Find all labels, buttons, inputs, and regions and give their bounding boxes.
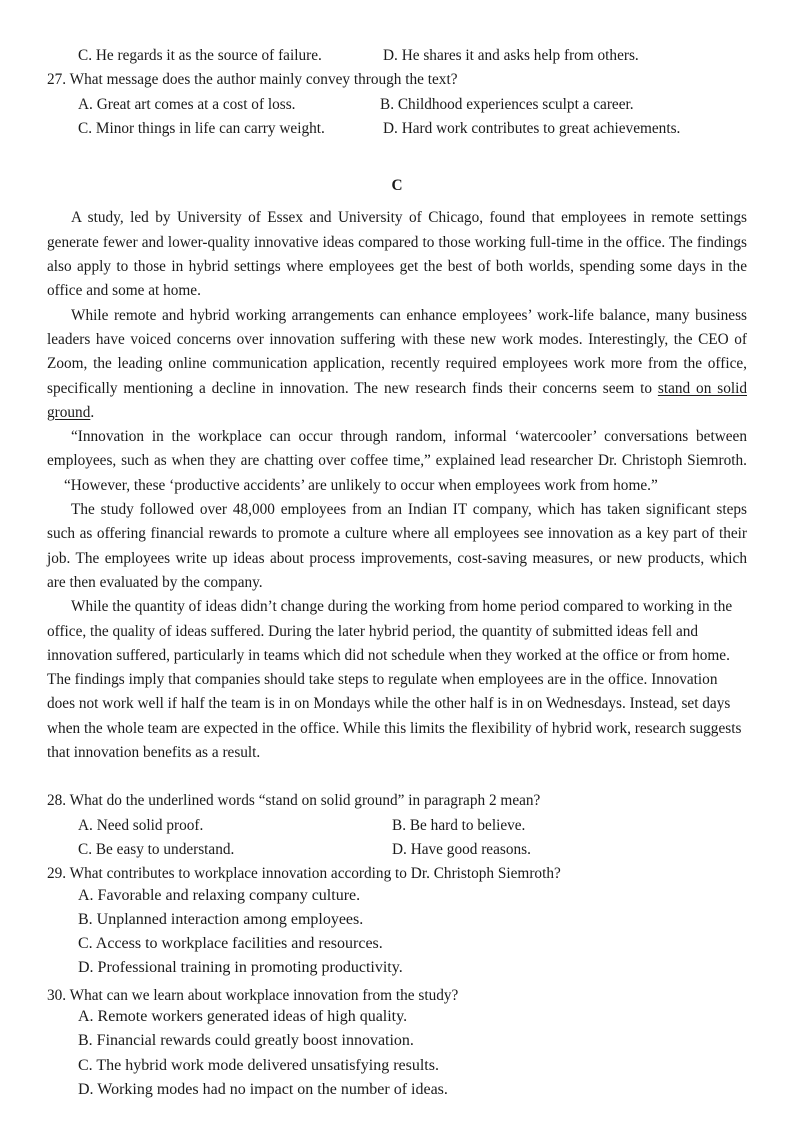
option-row xyxy=(47,838,747,862)
option-d[interactable]: D. Hard work contributes to great achievements. xyxy=(383,119,681,137)
option-a[interactable]: A. Need solid proof. xyxy=(78,816,204,834)
question-stem-q29: 29. What contributes to workplace innovation according to Dr. Christoph Siemroth? xyxy=(47,865,561,883)
option-c[interactable]: C. Access to workplace facilities and resources. xyxy=(78,935,383,953)
option-b[interactable]: B. Be hard to believe. xyxy=(392,816,526,834)
page-content xyxy=(47,44,747,1105)
passage-paragraph-4: The study followed over 48,000 employees from an Indian IT company, which has taken significant steps such as offering financial rewards to promote a culture where all employees see innovation as a key part of their job. The employees write up ideas about process improvements, cost-saving measures, or new products, which are then evaluated by the company. xyxy=(47,501,747,591)
question-stem-q28: 28. What do the underlined words “stand on solid ground” in paragraph 2 mean? xyxy=(47,792,541,810)
passage-paragraph-5: While the quantity of ideas didn’t change during the working from home period compared to working in the office, the quality of ideas suffered. During the later hybrid period, the quantity of submitted ideas fell and innovation suffered, particularly in teams which did not schedule when they worked at the office or from home. The findings imply that companies should take steps to regulate when employees are in the office. Innovation does not work well if half the team is in on Mondays while the other half is in on Wednesdays. Instead, set days when the whole team are expected in the office. While this limits the flexibility of hybrid work, research suggests that innovation benefits as a result. xyxy=(47,598,742,762)
option-row xyxy=(47,93,747,117)
spacer-before-section xyxy=(47,141,747,174)
option-c[interactable]: C. Be easy to understand. xyxy=(78,840,235,858)
paragraph-3-quote-1: “Innovation in the workplace can occur through random, informal ‘watercooler’ conversations between employees, such as when they are chatting over coffee time,” explained lead researcher Dr. Christoph Siemroth. xyxy=(47,428,747,470)
option-row xyxy=(47,117,747,141)
option-c[interactable]: C. He regards it as the source of failure. xyxy=(78,47,322,64)
spacer-before-questions xyxy=(47,765,747,789)
spacer-after-section xyxy=(47,198,747,206)
question-block-q28 xyxy=(47,789,747,862)
passage-paragraph-2 xyxy=(47,304,747,425)
passage-paragraph-1: A study, led by University of Essex and University of Chicago, found that employees in remote settings generate fewer and lower-quality innovative ideas compared to those working full-time in the office. The findings also apply to those in hybrid settings where employees get the best of both worlds, spending some days in the office and some at home. xyxy=(47,209,747,300)
question-stem-q30: 30. What can we learn about workplace innovation from the study? xyxy=(47,986,459,1004)
paragraph-3-quote-2: “However, these ‘productive accidents’ are unlikely to occur when employees work from home.” xyxy=(64,476,658,494)
option-c[interactable]: C. The hybrid work mode delivered unsatisfying results. xyxy=(78,1056,439,1074)
section-heading: C xyxy=(391,177,403,195)
paragraph-2-text-before: While remote and hybrid working arrangements can enhance employees’ work-life balance, many business leaders have voiced concerns over innovation suffering with these new work modes. Interestingly, the CEO of Zoom, the leading online communication application, recently required employees work more from the office, specifically mentioning a decline in innovation. The new research finds their concerns seem to xyxy=(47,306,747,397)
option-b[interactable]: B. Financial rewards could greatly boost innovation. xyxy=(78,1032,414,1050)
question-block-q26-tail xyxy=(47,44,747,68)
passage-paragraph-3 xyxy=(47,425,747,498)
option-a[interactable]: A. Great art comes at a cost of loss. xyxy=(78,95,296,113)
option-row xyxy=(47,814,747,838)
underlined-phrase: stand on solid ground xyxy=(47,379,747,421)
question-stem-q27: 27. What message does the author mainly convey through the text? xyxy=(47,71,458,89)
paragraph-2-text-after: . xyxy=(90,403,95,421)
option-d[interactable]: D. He shares it and asks help from others. xyxy=(383,47,639,64)
question-block-q27 xyxy=(47,68,747,141)
question-block-q30 xyxy=(47,984,747,1105)
option-b[interactable]: B. Childhood experiences sculpt a career. xyxy=(380,95,634,113)
option-a[interactable]: A. Favorable and relaxing company culture. xyxy=(78,886,361,904)
question-block-q29 xyxy=(47,862,747,983)
option-d[interactable]: D. Professional training in promoting productivity. xyxy=(78,959,403,977)
option-a[interactable]: A. Remote workers generated ideas of high quality. xyxy=(78,1007,408,1025)
option-row xyxy=(47,44,747,68)
option-d[interactable]: D. Have good reasons. xyxy=(392,840,531,858)
option-c[interactable]: C. Minor things in life can carry weight. xyxy=(78,119,325,137)
option-d[interactable]: D. Working modes had no impact on the number of ideas. xyxy=(78,1080,448,1098)
option-b[interactable]: B. Unplanned interaction among employees. xyxy=(78,910,364,928)
